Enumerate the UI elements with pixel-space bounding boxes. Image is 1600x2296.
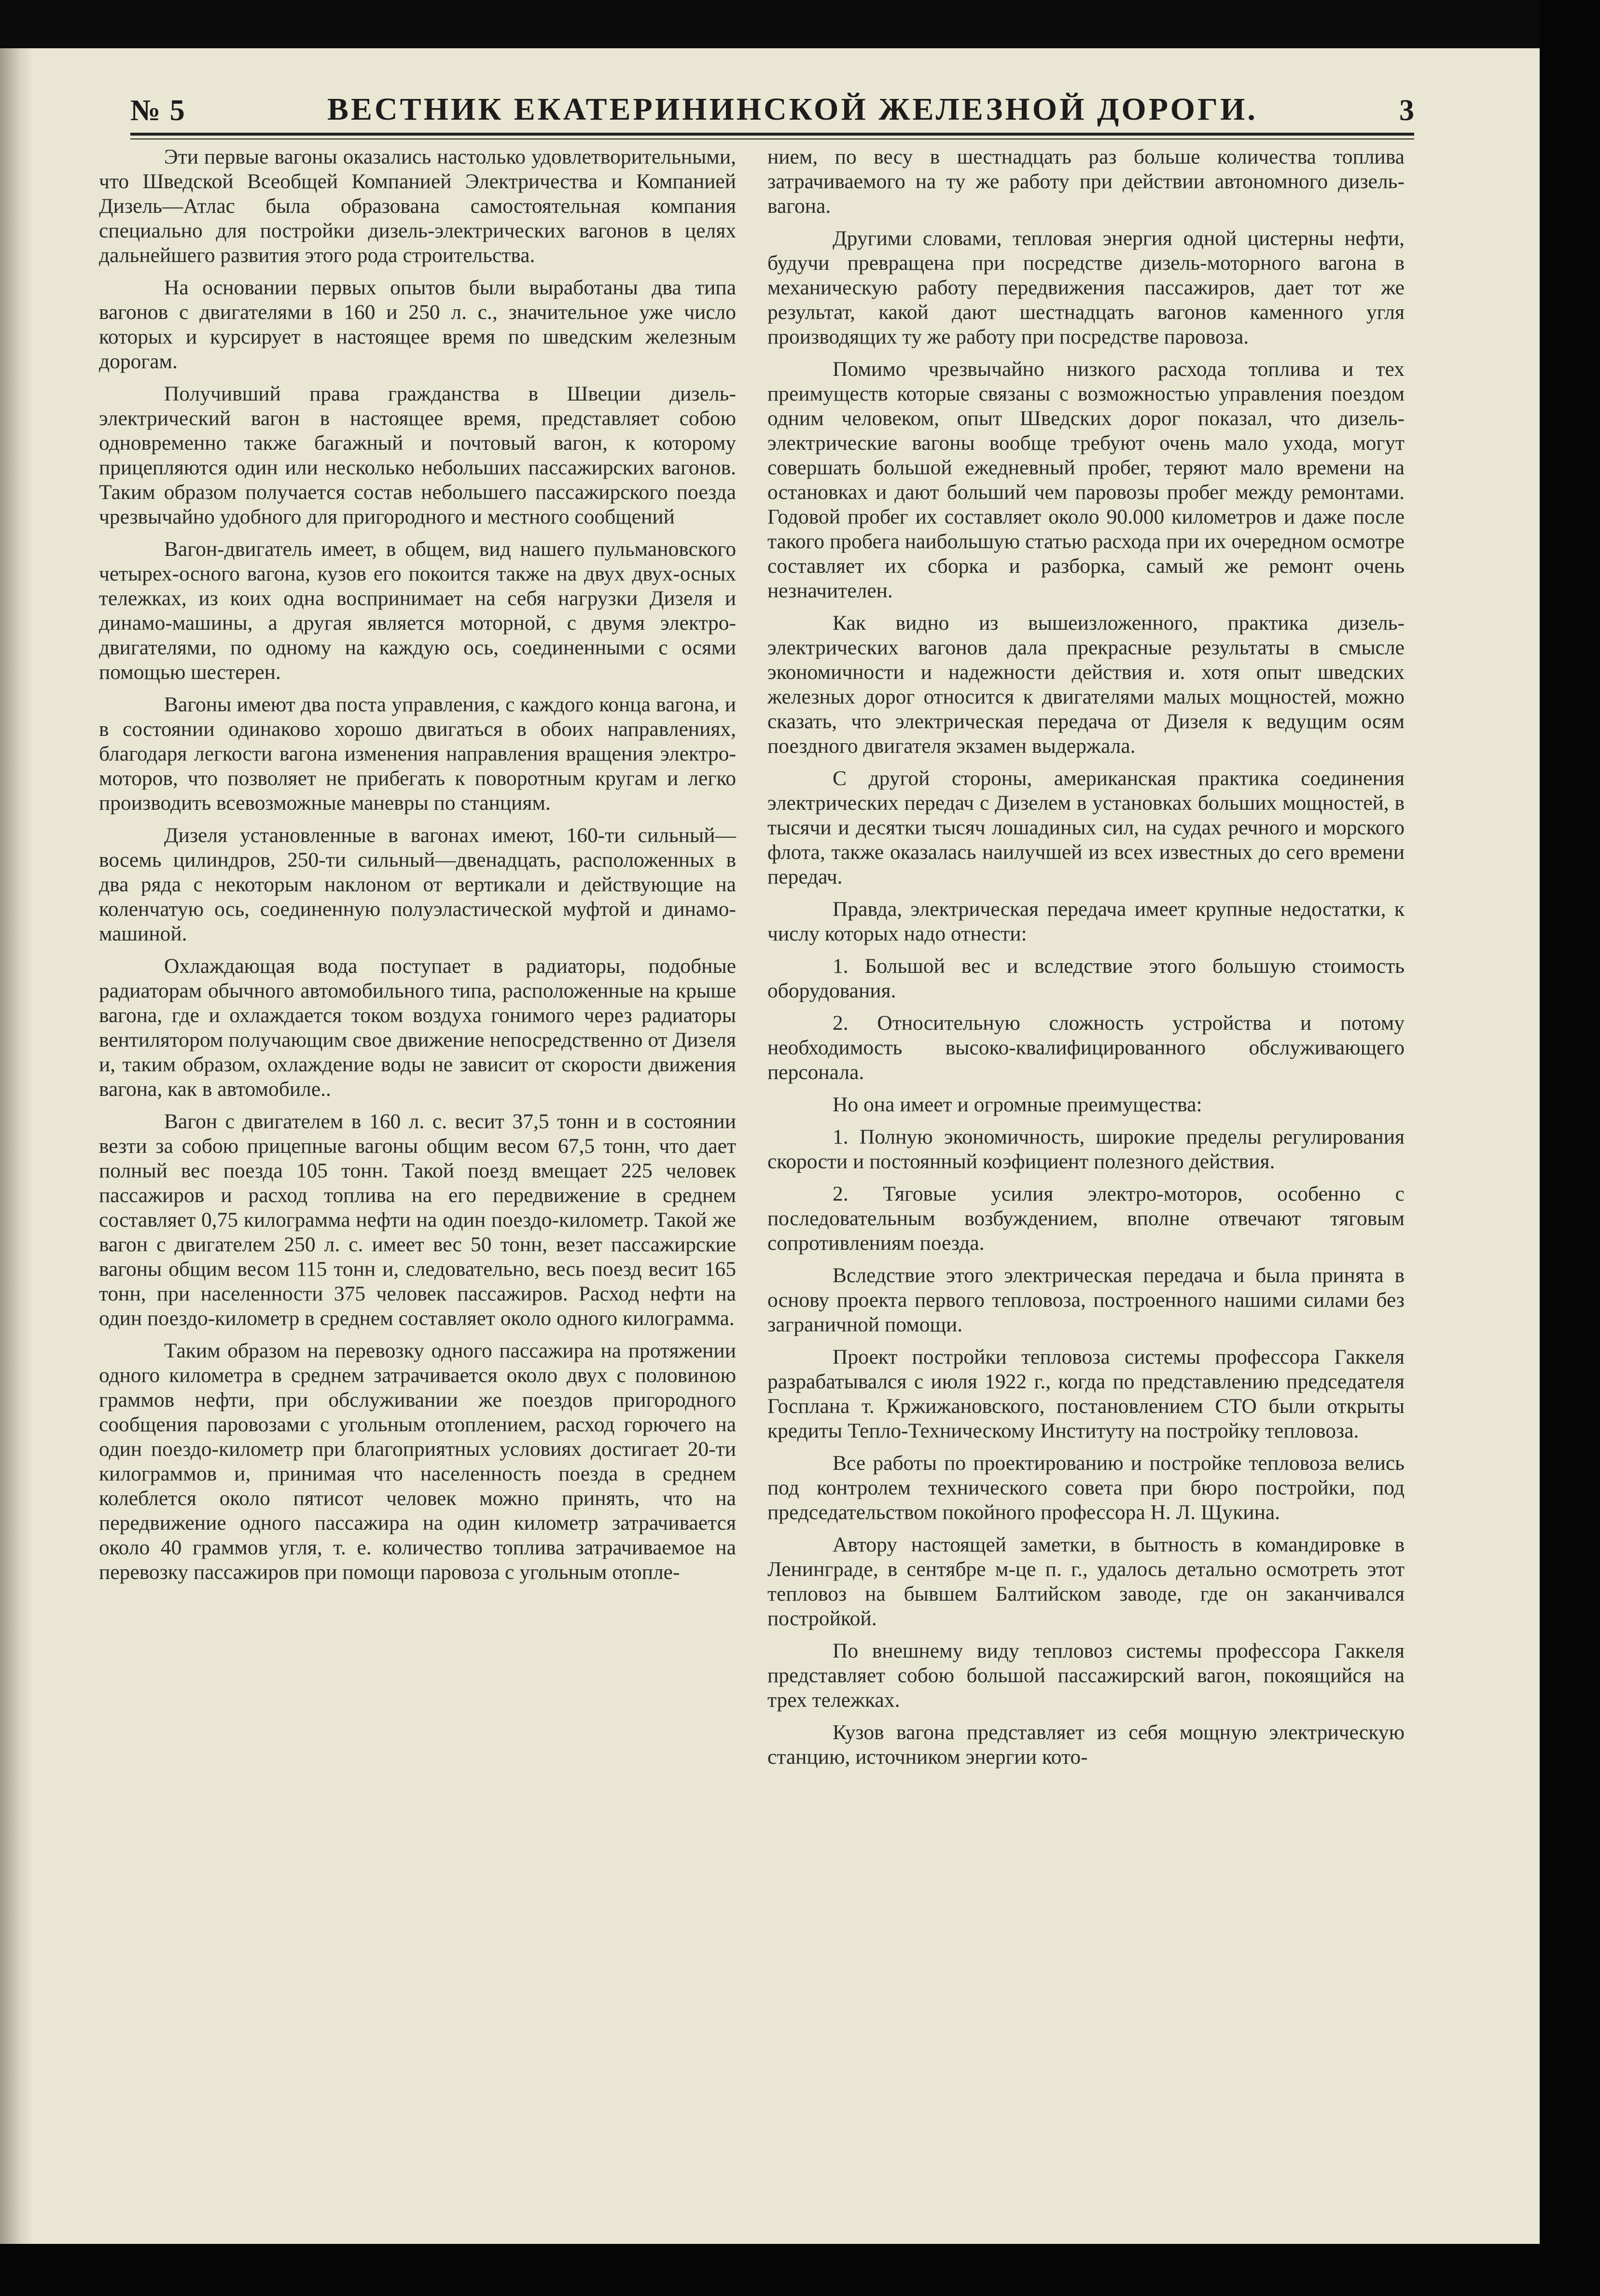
paragraph: По внешнему виду тепловоз системы профессора Гаккеля представляет собою большой пассажирский вагон, покоящийся на трех тележках.	[767, 1639, 1405, 1712]
publication-title: ВЕСТНИК ЕКАТЕРИНИНСКОЙ ЖЕЛЕЗНОЙ ДОРОГИ.	[327, 92, 1258, 127]
paragraph: Дизеля установленные в вагонах имеют, 160-ти сильный—восемь цилиндров, 250-ти сильный—двенадцать, расположенных в два ряда с некоторым наклоном от вертикали и действующие на коленчатую ось, соединенную полуэластической муфтой и динамо-машиной.	[99, 824, 736, 945]
issue-number: № 5	[130, 94, 186, 127]
list-item: 1. Большой вес и вследствие этого большую стоимость оборудования.	[767, 954, 1405, 1002]
paragraph: Как видно из вышеизложенного, практика дизель-электрических вагонов дала прекрасные результаты в смысле экономичности и надежности действия и. хотя опыт шведских железных дорог относится к двигателями малых мощностей, можно сказать, что электрическая передача от Дизеля к ведущим осям поездного двигателя экзамен выдержала.	[767, 611, 1405, 758]
paragraph: Охлаждающая вода поступает в радиаторы, подобные радиаторам обычного автомобильного типа, расположенные на крыше вагона, где и охлаждается током воздуха гонимого через радиаторы вентилятором получающим свое движение непосредственно от Дизеля и, таким образом, охлаждение воды не зависит от скорости движения вагона, как в автомобиле..	[99, 954, 736, 1101]
paragraph: С другой стороны, американская практика соединения электрических передач с Дизелем в установках больших мощностей, в тысячи и десятки тысяч лошадиных сил, на судах речного и морского флота, также оказалась наилучшей из всех известных до сего времени передач.	[767, 767, 1405, 888]
list-item: 2. Относительную сложность устройства и потому необходимость высоко-квалифицированного обслуживающего персонала.	[767, 1011, 1405, 1084]
page-header	[130, 80, 1414, 128]
paragraph: Кузов вагона представляет из себя мощную электрическую станцию, источником энергии кото-	[767, 1721, 1405, 1769]
scan-border-right	[1540, 0, 1600, 2296]
paragraph: Вагон-двигатель имеет, в общем, вид нашего пульмановского четырех-осного вагона, кузов его покоится также на двух двух-осных тележках, из коих одна воспринимает на себя нагрузки Дизеля и динамо-машины, а другая является моторной, с двумя электро-двигателями, по одному на каждую ось, соединенными с осями помощью шестерен.	[99, 538, 736, 684]
paragraph: Проект постройки тепловоза системы профессора Гаккеля разрабатывался с июля 1922 г., когда по представлению председателя Госплана т. Кржижановского, постановлением СТО были открыты кредиты Тепло-Техническому Институту на постройку тепловоза.	[767, 1345, 1405, 1442]
page-binding-edge	[0, 48, 34, 2244]
paragraph: Вагон с двигателем в 160 л. с. весит 37,5 тонн и в состоянии везти за собою прицепные вагоны общим весом 67,5 тонн, что дает полный вес поезда 105 тонн. Такой поезд вмещает 225 человек пассажиров и расход топлива на его передвижение в среднем составляет 0,75 килограмма нефти на один поездо-километр. Такой же вагон с двигателем 250 л. с. имеет вес 50 тонн, везет пассажирские вагоны общим весом 115 тонн и, следовательно, весь поезд весит 165 тонн, при населенности 375 человек пассажиров. Расход нефти на один поездо-километр в среднем составляет около одного килограмма.	[99, 1110, 736, 1330]
paragraph: Эти первые вагоны оказались настолько удовлетворительными, что Шведской Всеобщей Компанией Электричества и Компанией Дизель—Атлас была образована самостоятельная компания специально для постройки дизель-электрических вагонов в целях дальнейшего развития этого рода строительства.	[99, 145, 736, 267]
header-rule-thick	[130, 133, 1414, 136]
paragraph: На основании первых опытов были выработаны два типа вагонов с двигателями в 160 и 250 л. с., значительное уже число которых и курсирует в настоящее время по шведским железным дорогам.	[99, 276, 736, 373]
left-column	[99, 145, 736, 1592]
header-rule-thin	[130, 138, 1414, 139]
paragraph: Все работы по проектированию и постройке тепловоза велись под контролем технического совета при бюро постройки, под председательством покойного профессора Н. Л. Щукина.	[767, 1452, 1405, 1524]
paragraph: Получивший права гражданства в Швеции дизель-электрический вагон в настоящее время, представляет собою одновременно также багажный и почтовый вагон, к которому прицепляются один или несколько небольших пассажирских вагонов. Таким образом получается состав небольшего пассажирского поезда чрезвычайно удобного для пригородного и местного сообщений	[99, 382, 736, 528]
right-column	[767, 145, 1405, 1777]
scan-border-bottom	[0, 2244, 1600, 2296]
paragraph: Вагоны имеют два поста управления, с каждого конца вагона, и в состоянии одинаково хорошо двигаться в обоих направлениях, благодаря легкости вагона изменения направления вращения электро-моторов, что позволяет не прибегать к поворотным кругам и легко производить всевозможные маневры по станциям.	[99, 693, 736, 815]
scan-border-top	[0, 0, 1600, 48]
list-item: 2. Тяговые усилия электро-моторов, особенно с последовательным возбуждением, вполне отвечают тяговым сопротивлениям поезда.	[767, 1182, 1405, 1255]
paragraph: Правда, электрическая передача имеет крупные недостатки, к числу которых надо отнести:	[767, 898, 1405, 945]
paragraph: Другими словами, тепловая энергия одной цистерны нефти, будучи превращена при посредстве дизель-моторного вагона в механическую работу передвижения пассажиров, дает тот же результат, какой дают шестнадцать вагонов каменного угля производящих ту же работу при посредстве паровоза.	[767, 227, 1405, 348]
paragraph: Автору настоящей заметки, в бытность в командировке в Ленинграде, в сентябре м-це п. г., удалось детально осмотреть этот тепловоз на бывшем Балтийском заводе, где он заканчивался постройкой.	[767, 1533, 1405, 1630]
list-item: 1. Полную экономичность, широкие пределы регулирования скорости и постоянный коэфициент полезного действия.	[767, 1125, 1405, 1173]
paragraph-continuation: нием, по весу в шестнадцать раз больше количества топлива затрачиваемого на ту же работу при действии автономного дизель-вагона.	[767, 145, 1405, 218]
page-number: 3	[1399, 94, 1414, 127]
paragraph: Вследствие этого электрическая передача и была принята в основу проекта первого тепловоза, построенного нашими силами без заграничной помощи.	[767, 1264, 1405, 1336]
paragraph: Таким образом на перевозку одного пассажира на протяжении одного километра в среднем затрачивается около двух с половиною граммов нефти, при обслуживании же поездов пригородного сообщения паровозами с угольным отоплением, расход горючего на один поездо-километр при благоприятных условиях достигает 20-ти килограммов и, принимая что населенность поезда в среднем колеблется около пятисот человек можно принять, что на передвижение одного пассажира на один километр затрачивается около 40 граммов угля, т. е. количество топлива затрачиваемое на перевозку пассажиров при помощи паровоза с угольным отопле-	[99, 1339, 736, 1584]
paragraph: Но она имеет и огромные преимущества:	[833, 1093, 1202, 1116]
paragraph: Помимо чрезвычайно низкого расхода топлива и тех преимуществ которые связаны с возможностью управления поездом одним человеком, опыт Шведских дорог показал, что дизель-электрические вагоны вообще требуют очень мало ухода, могут совершать большой ежедневный пробег, теряют мало времени на остановках и дают больший чем паровозы пробег между ремонтами. Годовой пробег их составляет около 90.000 километров и даже после такого пробега наибольшую статью расхода при их очередном осмотре составляет их сборка и разборка, самый же ремонт очень незначителен.	[767, 358, 1405, 602]
